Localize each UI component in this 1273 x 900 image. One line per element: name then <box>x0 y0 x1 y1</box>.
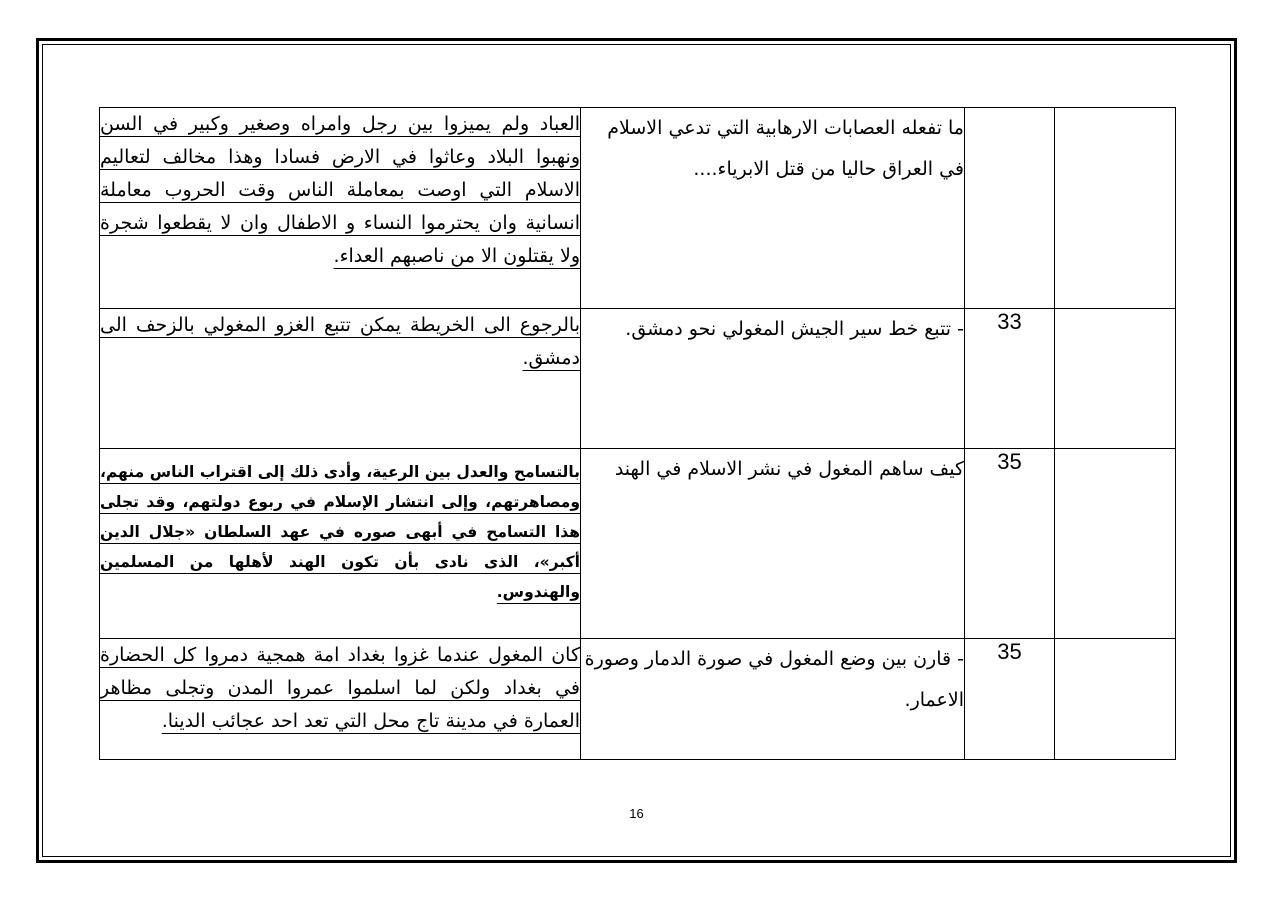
number-cell: 35 <box>965 639 1055 760</box>
answer-text: العباد ولم يميزوا بين رجل وامراه وصغير وكبير في السن ونهبوا البلاد وعاثوا في الارض فسادا وهذا مخالف لتعاليم الاسلام التي اوصت بمعاملة الناس وقت الحروب معاملة انسانية وان يحترموا النساء و الاطفال وان لا يقطعوا شجرة ولا يقتلون الا من ناصبهم العداء. <box>100 113 580 267</box>
answer-text: بالرجوع الى الخريطة يمكن تتبع الغزو المغولي بالزحف الى دمشق. <box>100 314 580 369</box>
number-cell: 35 <box>965 449 1055 639</box>
question-cell <box>581 449 965 639</box>
answer-cell <box>100 639 581 760</box>
empty-cell <box>1055 108 1176 309</box>
question-text: - تتبع خط سير الجيش المغولي نحو دمشق. <box>625 318 964 340</box>
empty-cell <box>1055 449 1176 639</box>
table-row <box>100 108 1176 309</box>
page-number: 16 <box>629 806 644 821</box>
number-cell <box>965 108 1055 309</box>
question-text: ما تفعله العصابات الارهابية التي تدعي الاسلام في العراق حاليا من قتل الابرياء.... <box>607 117 964 180</box>
table-row <box>100 449 1176 639</box>
answer-cell <box>100 309 581 449</box>
question-text: - قارن بين وضع المغول في صورة الدمار وصورة الاعمار. <box>584 648 964 711</box>
question-cell <box>581 309 965 449</box>
answer-text: بالتسامح والعدل بين الرعية، وأدى ذلك إلى اقتراب الناس منهم، ومصاهرتهم، وإلى انتشار الإسلام في ربوع دولتهم، وقد تجلى هذا التسامح في أبهى صوره في عهد السلطان «جلال الدين أكبر»، الذى نادى بأن تكون الهند لأهلها من المسلمين والهندوس. <box>100 463 580 601</box>
empty-cell <box>1055 309 1176 449</box>
answer-text: كان المغول عندما غزوا بغداد امة همجية دمروا كل الحضارة في بغداد ولكن لما اسلموا عمروا المدن وتجلى مظاهر العمارة في مدينة تاج محل التي تعد احد عجائب الدينا. <box>100 644 580 732</box>
empty-cell <box>1055 639 1176 760</box>
questions-table <box>99 107 1176 760</box>
answer-cell <box>100 449 581 639</box>
question-cell <box>581 108 965 309</box>
answer-cell <box>100 108 581 309</box>
number-cell: 33 <box>965 309 1055 449</box>
table-row <box>100 639 1176 760</box>
question-text: كيف ساهم المغول في نشر الاسلام في الهند <box>614 458 964 480</box>
table-row <box>100 309 1176 449</box>
question-cell <box>581 639 965 760</box>
